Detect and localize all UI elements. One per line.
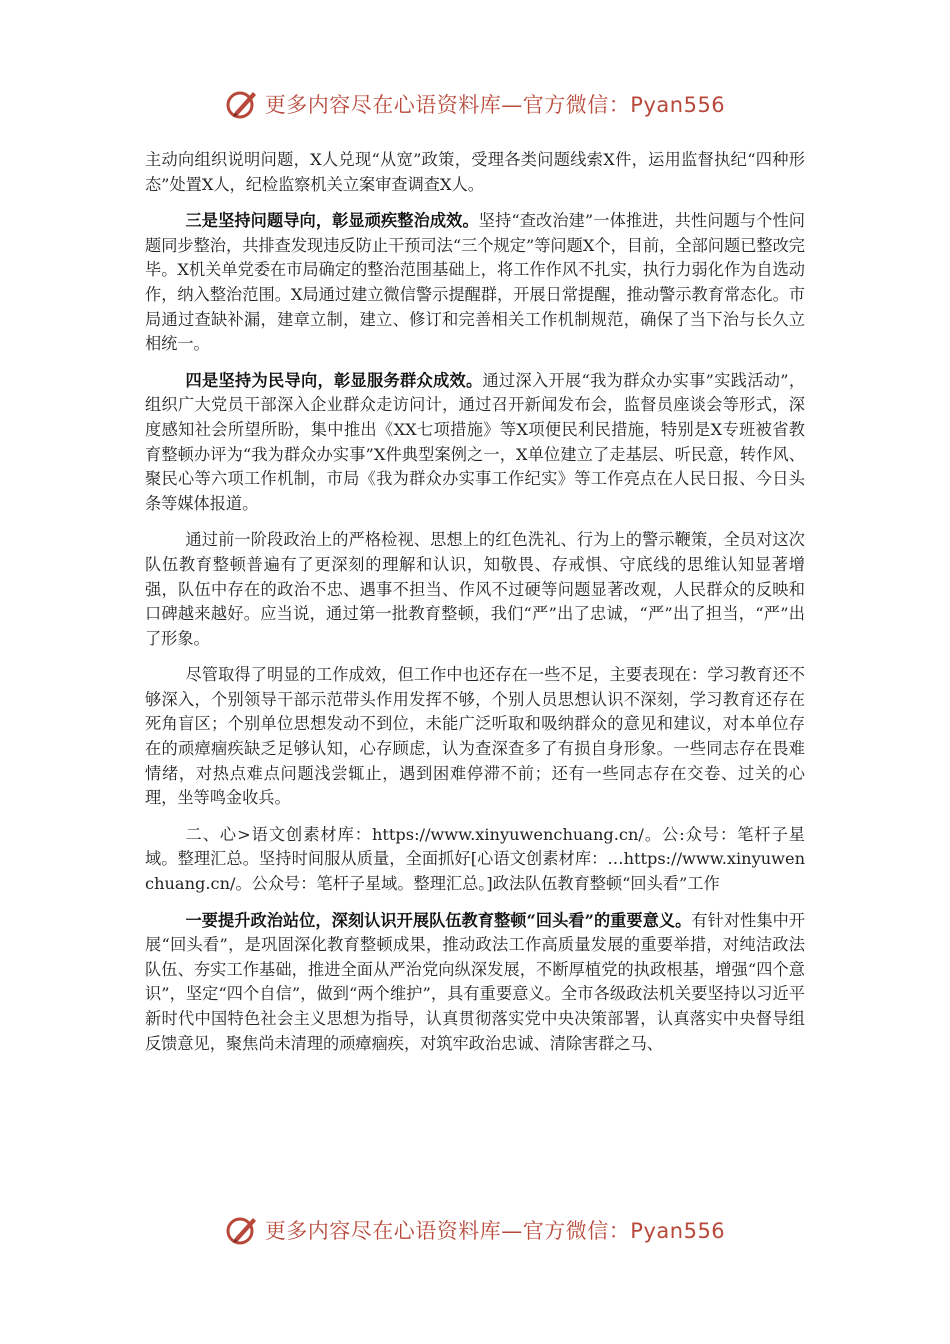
- paragraph-4: [145, 528, 805, 651]
- header-banner: [0, 84, 950, 124]
- document-body: [145, 148, 805, 1068]
- paragraph-1-text: 主动向组织说明问题，X人兑现“从宽”政策，受理各类问题线索X件，运用监督执纪“四种形态”处置X人，纪检监察机关立案审查调查X人。: [145, 150, 805, 194]
- pen-circle-logo-icon: [225, 1213, 259, 1247]
- paragraph-1: [145, 148, 805, 197]
- pen-circle-logo-icon: [225, 87, 259, 121]
- paragraph-2-text: 坚持“查改治建”一体推进，共性问题与个性问题同步整治，共排查发现违反防止干预司法“三个规定”等问题X个，目前，全部问题已整改完毕。X机关单党委在市局确定的整治范围基础上，将工作作风不扎实，执行力弱化作为自选动作，纳入整治范围。X局通过建立微信警示提醒群，开展日常提醒，推动警示教育常态化。市局通过查缺补漏，建章立制，建立、修订和完善相关工作机制规范，确保了当下治与长久立相统一。: [145, 211, 805, 354]
- paragraph-7-text: 有针对性集中开展“回头看”，是巩固深化教育整顿成果，推动政法工作高质量发展的重要举措，对纯洁政法队伍、夯实工作基础，推进全面从严治党向纵深发展，不断厚植党的执政根基，增强“四个意识”，坚定“四个自信”，做到“两个维护”，具有重要意义。全市各级政法机关要坚持以习近平新时代中国特色社会主义思想为指导，认真贯彻落实党中央决策部署，认真落实中央督导组反馈意见，聚焦尚未清理的顽瘴痼疾，对筑牢政治忠诚、清除害群之马、: [145, 910, 806, 1053]
- header-banner-text: 更多内容尽在心语资料库—官方微信：Pyan556: [264, 93, 726, 117]
- paragraph-6: [145, 823, 805, 897]
- paragraph-2-heading: 三是坚持问题导向，彰显顽疾整治成效。: [185, 211, 479, 231]
- paragraph-3-heading: 四是坚持为民导向，彰显服务群众成效。: [185, 370, 483, 390]
- paragraph-6-text: 二、心>语文创素材库：https://www.xinyuwenchuang.cn/。公:众号：笔杆子星域。整理汇总。坚持时间服从质量，全面抓好[心语文创素材库：…https://www.xinyuwenchuang.cn/。公众号：笔杆子星域。整理汇总。]政法队伍教育整顿“回头看”工作: [145, 824, 805, 894]
- paragraph-7-heading: 一要提升政治站位，深刻认识开展队伍教育整顿“回头看”的重要意义。: [185, 910, 692, 930]
- paragraph-5-text: 尽管取得了明显的工作成效，但工作中也还存在一些不足，主要表现在：学习教育还不够深入，个别领导干部示范带头作用发挥不够，个别人员思想认识不深刻，学习教育还存在死角盲区；个别单位思想发动不到位，未能广泛听取和吸纳群众的意见和建议，对本单位存在的顽瘴痼疾缺乏足够认知，心存顾虑，认为查深查多了有损自身形象。一些同志存在畏难情绪，对热点难点问题浅尝辄止，遇到困难停滞不前；还有一些同志存在交卷、过关的心理，坐等鸣金收兵。: [145, 665, 805, 808]
- paragraph-7: [145, 909, 805, 1057]
- paragraph-3: [145, 369, 805, 517]
- footer-banner: [0, 1210, 950, 1250]
- paragraph-4-text: 通过前一阶段政治上的严格检视、思想上的红色洗礼、行为上的警示鞭策，全员对这次队伍教育整顿普遍有了更深刻的理解和认识，知敬畏、存戒惧、守底线的思维认知显著增强，队伍中存在的政治不忠、遇事不担当、作风不过硬等问题显著改观，人民群众的反映和口碑越来越好。应当说，通过第一批教育整顿，我们“严”出了忠诚，“严”出了担当，“严”出了形象。: [145, 530, 805, 648]
- paragraph-3-text: 通过深入开展“我为群众办实事”实践活动”，组织广大党员干部深入企业群众走访问计，通过召开新闻发布会，监督员座谈会等形式，深度感知社会所望所盼，集中推出《XX七项措施》等X项便民利民措施，特别是X专班被省教育整顿办评为“我为群众办实事”X件典型案例之一，X单位建立了走基层、听民意，转作风、聚民心等六项工作机制，市局《我为群众办实事工作纪实》等工作亮点在人民日报、今日头条等媒体报道。: [145, 370, 806, 513]
- footer-banner-text: 更多内容尽在心语资料库—官方微信：Pyan556: [264, 1219, 726, 1243]
- paragraph-5: [145, 663, 805, 811]
- paragraph-2: [145, 209, 805, 357]
